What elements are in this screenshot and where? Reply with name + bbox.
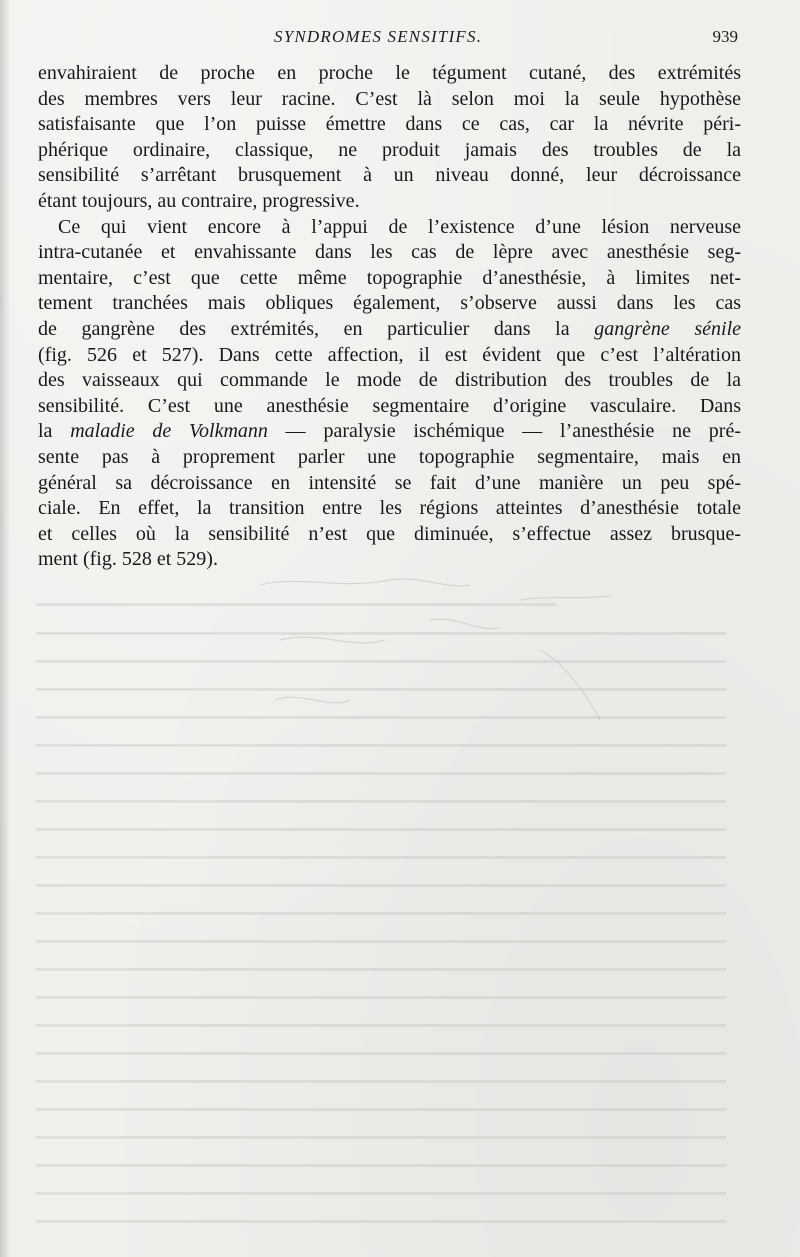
text-line: tement tranchées mais obliques également, s’observe aussi dans les cas: [38, 292, 741, 315]
emphasis-gangrene-senile: gangrène sénile: [594, 317, 742, 340]
page-gutter-shadow: [0, 0, 10, 1257]
text-line: phérique ordinaire, classique, ne produit jamais des troubles de la: [38, 138, 741, 161]
text-line: des vaisseaux qui commande le mode de distribution des troubles de la: [38, 369, 741, 392]
text-line: satisfaisante que l’on puisse émettre dans ce cas, car la névrite péri-: [38, 113, 741, 136]
text-line-content: de gangrène des extrémités, en particulier dans la: [38, 317, 595, 340]
text-line: intra-cutanée et envahissante dans les cas de lèpre avec anesthésie seg-: [38, 241, 741, 264]
text-line-content: — paralysie ischémique — l’anesthésie ne pré-: [267, 420, 742, 443]
text-line: sensibilité. C’est une anesthésie segmentaire d’origine vasculaire. Dans: [38, 394, 741, 417]
main-text: [38, 61, 741, 573]
page-header: [38, 27, 740, 53]
text-line: ciale. En effet, la transition entre les régions atteintes d’anesthésie totale: [38, 497, 741, 520]
text-line: général sa décroissance en intensité se fait d’une manière un peu spé-: [38, 471, 741, 494]
text-line: (fig. 526 et 527). Dans cette affection, il est évident que c’est l’altération: [38, 343, 741, 366]
text-line: mentaire, c’est que cette même topographie d’anesthésie, à limites net-: [38, 266, 741, 289]
running-title: SYNDROMES SENSITIFS.: [274, 27, 483, 46]
text-line-content: Ce qui vient encore à l’appui de l’existence d’une lésion nerveuse: [58, 215, 741, 238]
text-line: étant toujours, au contraire, progressive.: [38, 189, 360, 212]
page-number: 939: [712, 27, 738, 46]
text-line: envahiraient de proche en proche le tégument cutané, des extrémités: [38, 62, 741, 84]
emphasis-maladie-volkmann: maladie de Volkmann: [70, 420, 268, 443]
text-line: et celles où la sensibilité n’est que diminuée, s’effectue assez brusque-: [38, 522, 741, 545]
text-line-content: la: [38, 420, 71, 443]
text-line: ment (fig. 528 et 529).: [38, 548, 218, 571]
paragraph-1: [38, 61, 741, 215]
text-line: [38, 419, 741, 445]
text-line: sensibilité s’arrêtant brusquement à un niveau donné, leur décroissance: [38, 164, 741, 187]
text-line: [38, 317, 741, 343]
paragraph-2: [38, 215, 741, 573]
text-line: sente pas à proprement parler une topographie segmentaire, mais en: [38, 445, 741, 468]
text-line: [38, 215, 741, 241]
text-line: des membres vers leur racine. C’est là selon moi la seule hypothèse: [38, 87, 741, 110]
